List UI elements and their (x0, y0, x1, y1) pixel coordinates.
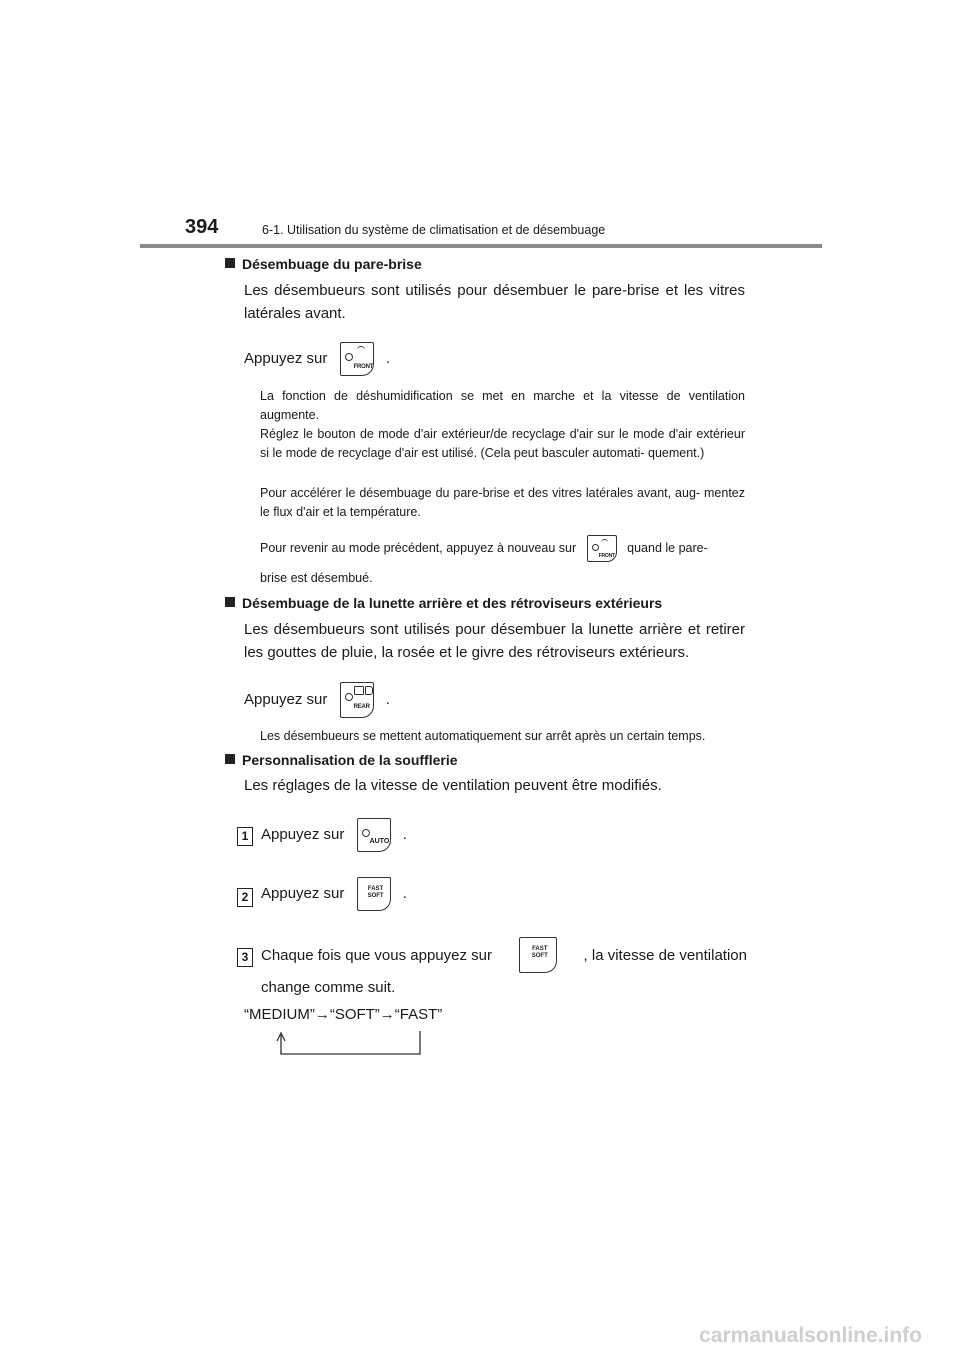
header-rule (140, 244, 822, 248)
section-header: 6-1. Utilisation du système de climatisation et de désembuage (262, 223, 606, 237)
step-1-line: Appuyez sur AUTO . (261, 818, 407, 852)
step-number-3: 3 (237, 948, 253, 967)
step-3-line: Chaque fois que vous appuyez sur FAST SOFT , la vitesse de ventilation (261, 937, 747, 973)
front-note-2: Réglez le bouton de mode d'air extérieur/de recyclage d'air sur le mode d'air extérieur si le mode de recyclage d'air est utilisé. (Cela peut basculer automati- quement.) (260, 427, 745, 460)
bullet-square-icon (225, 258, 235, 268)
front-note-4: Pour revenir au mode précédent, appuyez à nouveau sur FRONT quand le pare- (260, 535, 748, 562)
rear-defog-body: Les désembueurs sont utilisés pour désembuer la lunette arrière et retirer les gouttes de pluie, la rosée et le givre des rétroviseurs extérieurs. (244, 621, 745, 661)
front-defog-body: Les désembueurs sont utilisés pour désembuer le pare-brise et les vitres latérales avant. (244, 282, 745, 322)
blower-body: Les réglages de la vitesse de ventilation peuvent être modifiés. (244, 777, 662, 794)
front-defogger-button-icon: FRONT (340, 342, 374, 376)
front-note-1: La fonction de déshumidification se met en marche et la vitesse de ventilation augmente. (260, 389, 745, 422)
rear-note: Les désembueurs se mettent automatiquement sur arrêt après un certain temps. (260, 729, 706, 743)
auto-button-icon: AUTO (357, 818, 391, 852)
bullet-square-icon (225, 754, 235, 764)
bullet-square-icon (225, 597, 235, 607)
fast-soft-button-icon: FAST SOFT (357, 877, 391, 911)
step-number-1: 1 (237, 827, 253, 846)
fan-speed-sequence: “MEDIUM”→“SOFT”→“FAST” (244, 1006, 443, 1023)
front-note-3: Pour accélérer le désembuage du pare-brise et des vitres latérales avant, aug- mentez le flux d'air et la température. (260, 486, 745, 519)
fast-soft-button-icon: FAST SOFT (519, 937, 557, 973)
rear-defog-heading: Désembuage de la lunette arrière et des rétroviseurs extérieurs (225, 595, 662, 611)
rear-defogger-button-icon: REAR (340, 682, 374, 718)
rear-press-line: Appuyez sur REAR . (244, 682, 390, 718)
front-note-4-end: brise est désembué. (260, 571, 373, 585)
step-number-2: 2 (237, 888, 253, 907)
watermark: carmanualsonline.info (699, 1324, 922, 1347)
step-3-continuation: change comme suit. (261, 979, 396, 996)
front-defogger-small-button-icon: FRONT (587, 535, 617, 562)
step-2-line: Appuyez sur FAST SOFT . (261, 877, 407, 911)
front-press-line: Appuyez sur FRONT . (244, 342, 390, 376)
page-number: 394 (185, 216, 219, 238)
cycle-return-arrow-icon (270, 1030, 430, 1056)
blower-heading: Personnalisation de la soufflerie (225, 752, 458, 768)
front-defog-heading: Désembuage du pare-brise (225, 256, 422, 272)
